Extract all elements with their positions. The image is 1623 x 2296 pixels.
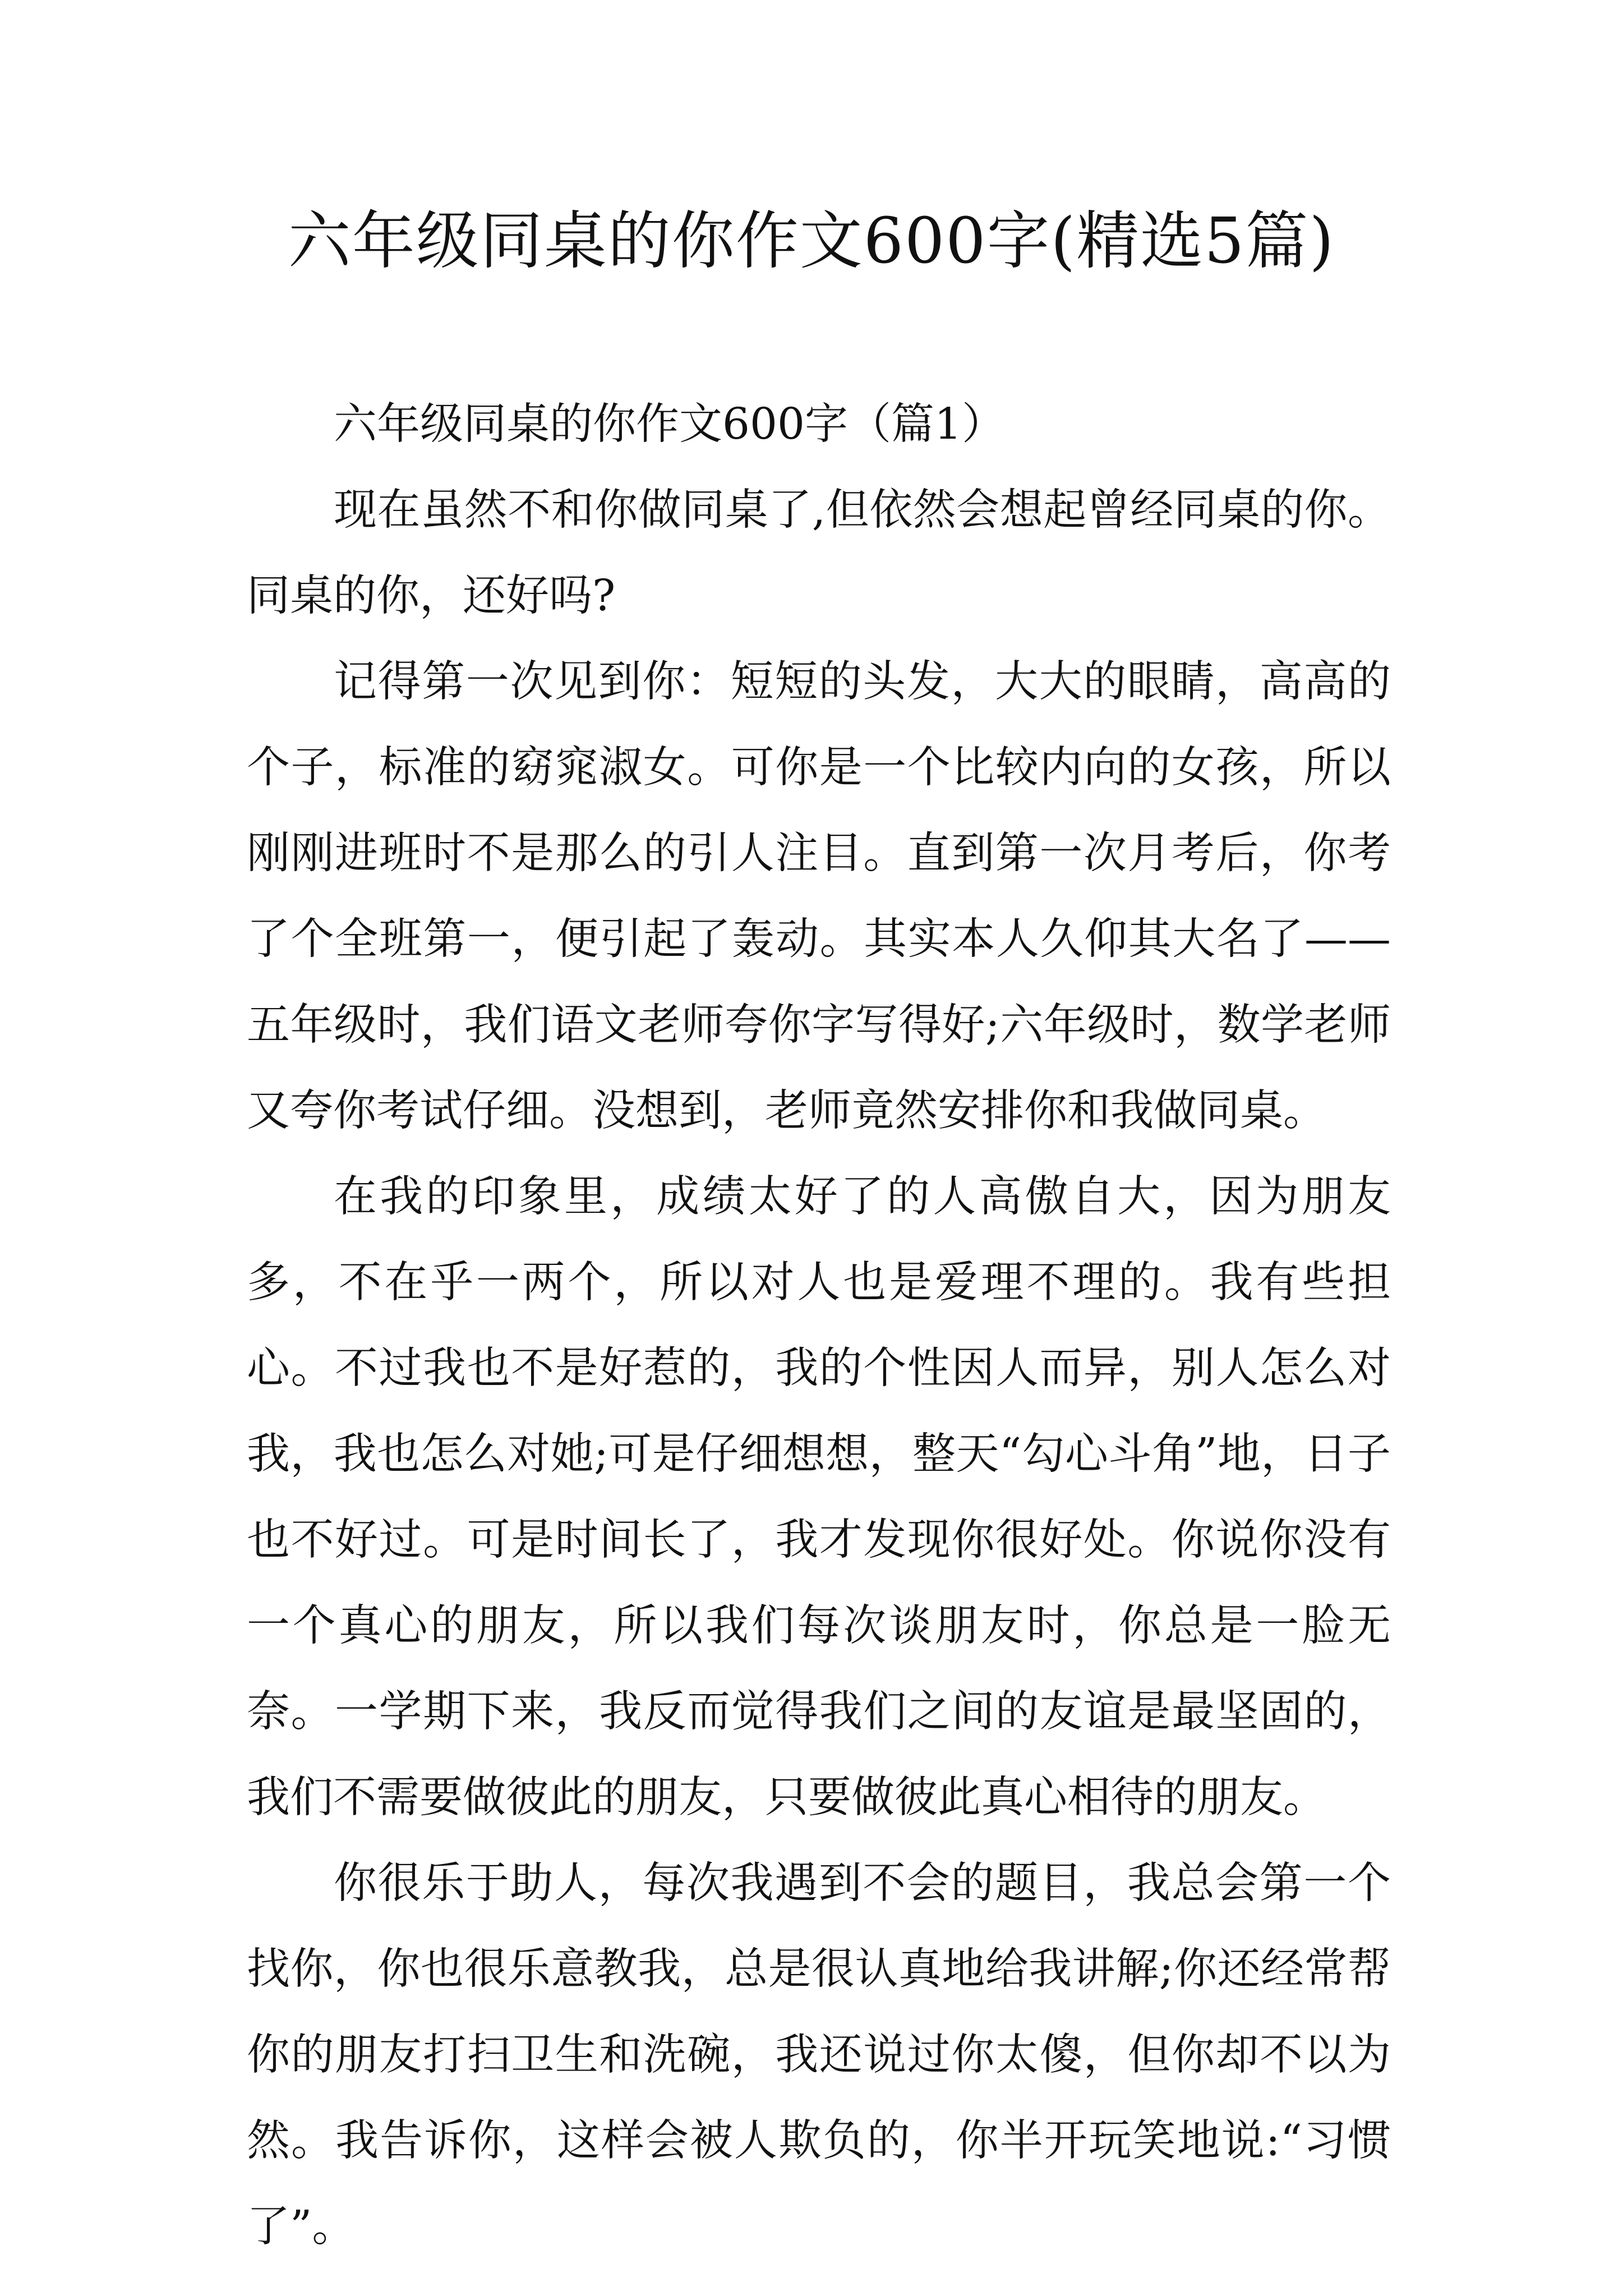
document-title: 六年级同桌的你作文600字(精选5篇) [288,205,1335,278]
document-body [247,381,1391,2270]
paragraph: 现在虽然不和你做同桌了,但依然会想起曾经同桌的你。同桌的你，还好吗? [247,485,1391,621]
paragraph: 你很乐于助人，每次我遇到不会的题目，我总会第一个找你，你也很乐意教我，总是很认真地给我讲解;你还经常帮你的朋友打扫卫生和洗碗，我还说过你太傻，但你却不以为然。我告诉你，这样会被人欺负的，你半开玩笑地说:“习惯了”。 [247,1858,1391,2252]
paragraph: 记得第一次见到你：短短的头发，大大的眼睛，高高的个子，标准的窈窕淑女。可你是一个比较内向的女孩，所以刚刚进班时不是那么的引人注目。直到第一次月考后，你考了个全班第一，便引起了轰动。其实本人久仰其大名了——五年级时，我们语文老师夸你字写得好;六年级时，数学老师又夸你考试仔细。没想到，老师竟然安排你和我做同桌。 [247,657,1391,1136]
paragraph: 在我的印象里，成绩太好了的人高傲自大，因为朋友多，不在乎一两个，所以对人也是爱理不理的。我有些担心。不过我也不是好惹的，我的个性因人而异，别人怎么对我，我也怎么对她;可是仔细想想，整天“勾心斗角”地，日子也不好过。可是时间长了，我才发现你很好处。你说你没有一个真心的朋友，所以我们每次谈朋友时，你总是一脸无奈。一学期下来，我反而觉得我们之间的友谊是最坚固的，我们不需要做彼此的朋友，只要做彼此真心相待的朋友。 [247,1172,1391,1823]
section-heading: 六年级同桌的你作文600字（篇1） [334,399,1005,449]
